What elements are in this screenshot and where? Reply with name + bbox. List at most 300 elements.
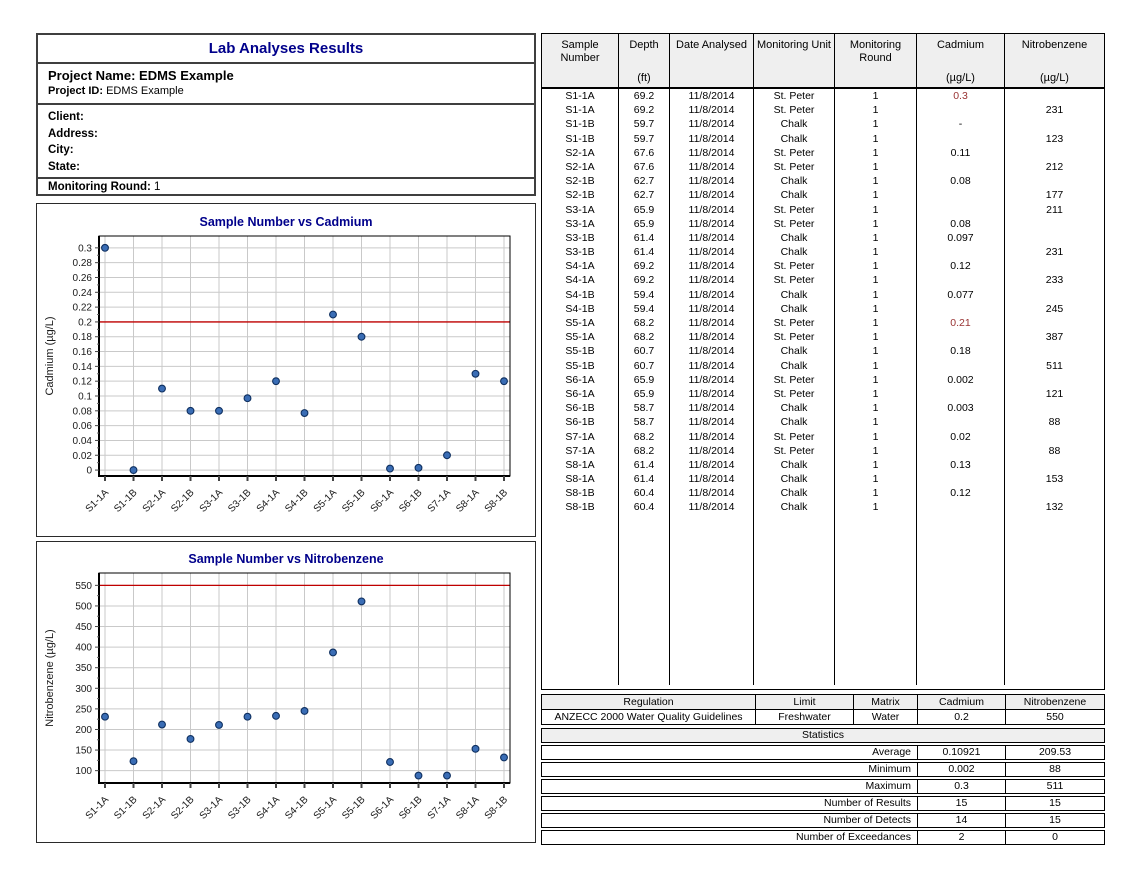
cadmium-cell bbox=[917, 444, 1005, 458]
monitoring-unit-cell: Chalk bbox=[754, 359, 835, 373]
data-point bbox=[358, 333, 365, 340]
svg-text:S4-1B: S4-1B bbox=[283, 794, 311, 822]
sample-number-cell: S6-1A bbox=[542, 373, 619, 387]
nitrobenzene-cell bbox=[1005, 117, 1104, 131]
monitoring-round-cell: 1 bbox=[835, 245, 917, 259]
depth-cell: 67.6 bbox=[619, 160, 670, 174]
svg-text:S2-1A: S2-1A bbox=[140, 794, 169, 822]
cadmium-cell bbox=[917, 188, 1005, 202]
depth-cell: 58.7 bbox=[619, 401, 670, 415]
svg-text:0.06: 0.06 bbox=[72, 421, 92, 433]
nitrobenzene-cell bbox=[1005, 486, 1104, 500]
svg-text:0: 0 bbox=[86, 465, 92, 477]
date-cell: 11/8/2014 bbox=[670, 103, 754, 117]
monitoring-unit-cell: St. Peter bbox=[754, 444, 835, 458]
sample-number-cell: S6-1A bbox=[542, 387, 619, 401]
svg-text:S4-1A: S4-1A bbox=[254, 487, 283, 515]
column-header-label: Date Analysed bbox=[676, 39, 747, 51]
contact-section bbox=[38, 105, 534, 179]
svg-text:S7-1A: S7-1A bbox=[425, 487, 454, 515]
monitoring-round-cell: 1 bbox=[835, 316, 917, 330]
table-row bbox=[542, 458, 1104, 472]
depth-cell: 58.7 bbox=[619, 415, 670, 429]
cadmium-cell bbox=[917, 273, 1005, 287]
table-row bbox=[542, 103, 1104, 117]
cadmium-scatter-chart bbox=[37, 204, 535, 536]
monitoring-unit-cell: Chalk bbox=[754, 174, 835, 188]
regulation-table-row bbox=[542, 710, 1104, 724]
svg-text:S8-1B: S8-1B bbox=[482, 794, 511, 822]
sample-number-cell: S1-1B bbox=[542, 117, 619, 131]
nitrobenzene-cell bbox=[1005, 344, 1104, 358]
sample-number-cell: S8-1B bbox=[542, 500, 619, 514]
regulation-table-header bbox=[542, 695, 1104, 710]
client-label: Client: bbox=[48, 111, 84, 123]
sample-number-cell: S2-1B bbox=[542, 174, 619, 188]
cadmium-cell: 0.21 bbox=[917, 316, 1005, 330]
date-cell: 11/8/2014 bbox=[670, 302, 754, 316]
statistic-cadmium-value: 0.10921 bbox=[918, 746, 1006, 759]
date-cell: 11/8/2014 bbox=[670, 89, 754, 103]
monitoring-round-cell: 1 bbox=[835, 217, 917, 231]
svg-text:400: 400 bbox=[75, 642, 92, 654]
monitoring-round-cell: 1 bbox=[835, 344, 917, 358]
city-label: City: bbox=[48, 144, 74, 156]
table-row bbox=[542, 132, 1104, 146]
depth-cell: 68.2 bbox=[619, 444, 670, 458]
data-point bbox=[415, 772, 422, 779]
cadmium-cell bbox=[917, 103, 1005, 117]
data-point bbox=[216, 407, 223, 414]
data-point bbox=[159, 721, 166, 728]
x-axis-labels bbox=[84, 476, 511, 515]
date-cell: 11/8/2014 bbox=[670, 387, 754, 401]
sample-number-cell: S5-1B bbox=[542, 344, 619, 358]
table-row bbox=[542, 174, 1104, 188]
column-header-unit: (µg/L) bbox=[946, 71, 975, 84]
date-cell: 11/8/2014 bbox=[670, 146, 754, 160]
monitoring-unit-cell: St. Peter bbox=[754, 203, 835, 217]
svg-text:0.14: 0.14 bbox=[72, 361, 92, 373]
depth-cell: 60.7 bbox=[619, 344, 670, 358]
report-title-bar bbox=[38, 35, 534, 64]
monitoring-unit-cell: St. Peter bbox=[754, 316, 835, 330]
cadmium-cell bbox=[917, 415, 1005, 429]
statistic-label: Number of Exceedances bbox=[542, 831, 918, 844]
report-title: Lab Analyses Results bbox=[208, 40, 364, 57]
cadmium-cell bbox=[917, 330, 1005, 344]
project-section bbox=[38, 64, 534, 105]
depth-cell: 60.7 bbox=[619, 359, 670, 373]
data-point bbox=[130, 467, 137, 474]
column-header bbox=[542, 34, 619, 87]
project-name-label: Project Name: bbox=[48, 68, 136, 83]
cadmium-cell: 0.003 bbox=[917, 401, 1005, 415]
statistic-label: Number of Results bbox=[542, 797, 918, 810]
statistics-row bbox=[541, 830, 1105, 845]
svg-text:S4-1A: S4-1A bbox=[254, 794, 283, 822]
svg-text:450: 450 bbox=[75, 622, 92, 634]
data-point bbox=[187, 736, 194, 743]
date-cell: 11/8/2014 bbox=[670, 203, 754, 217]
date-cell: 11/8/2014 bbox=[670, 373, 754, 387]
monitoring-round-cell: 1 bbox=[835, 188, 917, 202]
nitrobenzene-cell: 177 bbox=[1045, 189, 1064, 202]
table-row bbox=[542, 387, 1104, 401]
sample-number-cell: S4-1A bbox=[542, 259, 619, 273]
gridlines bbox=[99, 573, 510, 783]
depth-cell: 65.9 bbox=[619, 387, 670, 401]
statistic-nitrobenzene-value: 511 bbox=[1046, 780, 1064, 792]
nitrobenzene-cell bbox=[1005, 259, 1104, 273]
monitoring-round-label: Monitoring Round: bbox=[48, 181, 151, 193]
cadmium-cell: 0.077 bbox=[917, 288, 1005, 302]
monitoring-round-cell: 1 bbox=[835, 330, 917, 344]
table-row bbox=[542, 344, 1104, 358]
svg-text:0.28: 0.28 bbox=[72, 258, 92, 270]
date-cell: 11/8/2014 bbox=[670, 401, 754, 415]
svg-text:S1-1A: S1-1A bbox=[83, 794, 112, 822]
nitrobenzene-cell: 132 bbox=[1045, 501, 1064, 514]
svg-text:150: 150 bbox=[75, 745, 92, 757]
date-cell: 11/8/2014 bbox=[670, 273, 754, 287]
data-point bbox=[330, 649, 337, 656]
project-id-label: Project ID: bbox=[48, 85, 104, 97]
date-cell: 11/8/2014 bbox=[670, 415, 754, 429]
depth-cell: 65.9 bbox=[619, 203, 670, 217]
svg-text:S5-1A: S5-1A bbox=[311, 487, 340, 515]
data-point bbox=[159, 385, 166, 392]
date-cell: 11/8/2014 bbox=[670, 330, 754, 344]
data-point bbox=[301, 410, 308, 417]
regulation-table bbox=[541, 694, 1105, 725]
depth-cell: 59.7 bbox=[619, 117, 670, 131]
svg-text:350: 350 bbox=[75, 663, 92, 675]
nitrobenzene-cell: 88 bbox=[1048, 416, 1061, 429]
regulation-header-cell: Matrix bbox=[854, 695, 918, 709]
nitrobenzene-cell bbox=[1005, 288, 1104, 302]
regulation-header-cell: Regulation bbox=[542, 695, 756, 709]
state-label: State: bbox=[48, 160, 80, 173]
cadmium-cell bbox=[917, 203, 1005, 217]
nitrobenzene-cell: 212 bbox=[1045, 160, 1064, 173]
statistic-nitrobenzene-value: 88 bbox=[1049, 763, 1061, 775]
monitoring-unit-cell: Chalk bbox=[754, 245, 835, 259]
data-point bbox=[444, 772, 451, 779]
svg-text:S6-1A: S6-1A bbox=[368, 794, 397, 822]
svg-text:0.16: 0.16 bbox=[72, 347, 92, 359]
nitrobenzene-cell bbox=[1005, 373, 1104, 387]
date-cell: 11/8/2014 bbox=[670, 259, 754, 273]
depth-cell: 62.7 bbox=[619, 174, 670, 188]
column-header bbox=[670, 34, 754, 87]
sample-number-cell: S2-1A bbox=[542, 146, 619, 160]
cadmium-cell bbox=[917, 387, 1005, 401]
data-point bbox=[244, 713, 251, 720]
data-point bbox=[415, 464, 422, 471]
results-table-header bbox=[542, 34, 1104, 89]
statistics-row bbox=[541, 779, 1105, 794]
nitrobenzene-cell bbox=[1005, 458, 1104, 472]
column-header bbox=[835, 34, 917, 87]
svg-text:S3-1B: S3-1B bbox=[226, 487, 254, 515]
data-point bbox=[444, 452, 451, 459]
project-id-value: EDMS Example bbox=[106, 85, 184, 97]
svg-text:550: 550 bbox=[75, 580, 92, 592]
table-row bbox=[542, 259, 1104, 273]
statistic-label: Maximum bbox=[542, 780, 918, 793]
sample-number-cell: S3-1A bbox=[542, 203, 619, 217]
sample-number-cell: S6-1B bbox=[542, 415, 619, 429]
nitrobenzene-cell: 153 bbox=[1045, 473, 1064, 486]
monitoring-round-cell: 1 bbox=[835, 415, 917, 429]
depth-cell: 68.2 bbox=[619, 430, 670, 444]
column-header-unit: (µg/L) bbox=[1040, 71, 1069, 84]
svg-text:S3-1A: S3-1A bbox=[197, 794, 226, 822]
y-axis-ticks bbox=[73, 243, 99, 476]
svg-text:S6-1B: S6-1B bbox=[397, 487, 425, 515]
depth-cell: 69.2 bbox=[619, 273, 670, 287]
table-row bbox=[542, 217, 1104, 231]
date-cell: 11/8/2014 bbox=[670, 288, 754, 302]
table-row bbox=[542, 146, 1104, 160]
column-header-label: Monitoring Round bbox=[849, 39, 902, 64]
depth-cell: 61.4 bbox=[619, 458, 670, 472]
date-cell: 11/8/2014 bbox=[670, 132, 754, 146]
data-point bbox=[102, 244, 109, 251]
sample-number-cell: S7-1A bbox=[542, 444, 619, 458]
project-info-box bbox=[36, 33, 536, 196]
date-cell: 11/8/2014 bbox=[670, 500, 754, 514]
y-axis-ticks bbox=[75, 581, 99, 777]
data-point bbox=[472, 370, 479, 377]
nitrobenzene-cell bbox=[1005, 146, 1104, 160]
depth-cell: 62.7 bbox=[619, 188, 670, 202]
monitoring-unit-cell: Chalk bbox=[754, 401, 835, 415]
chart-title: Sample Number vs Nitrobenzene bbox=[188, 552, 384, 566]
table-row bbox=[542, 430, 1104, 444]
column-header-label: Nitrobenzene bbox=[1021, 39, 1088, 51]
monitoring-round-cell: 1 bbox=[835, 160, 917, 174]
svg-text:S1-1B: S1-1B bbox=[112, 794, 140, 822]
nitrobenzene-cell: 88 bbox=[1048, 444, 1061, 457]
date-cell: 11/8/2014 bbox=[670, 245, 754, 259]
sample-number-cell: S1-1A bbox=[542, 103, 619, 117]
monitoring-round-cell: 1 bbox=[835, 132, 917, 146]
results-table bbox=[541, 33, 1105, 690]
cadmium-cell bbox=[917, 245, 1005, 259]
data-point bbox=[273, 712, 280, 719]
sample-number-cell: S1-1B bbox=[542, 132, 619, 146]
results-table-body bbox=[542, 89, 1104, 515]
svg-text:0.12: 0.12 bbox=[72, 376, 92, 388]
monitoring-round-cell: 1 bbox=[835, 89, 917, 103]
data-point bbox=[130, 758, 137, 765]
empty-column bbox=[754, 515, 835, 685]
monitoring-round-cell: 1 bbox=[835, 486, 917, 500]
depth-cell: 60.4 bbox=[619, 486, 670, 500]
nitrobenzene-cell: 211 bbox=[1046, 203, 1063, 216]
monitoring-round-cell: 1 bbox=[835, 146, 917, 160]
svg-text:250: 250 bbox=[75, 704, 92, 716]
monitoring-unit-cell: Chalk bbox=[754, 117, 835, 131]
table-row bbox=[542, 486, 1104, 500]
chart-title: Sample Number vs Cadmium bbox=[199, 215, 373, 229]
statistic-cadmium-value: 0.002 bbox=[918, 763, 1006, 776]
nitrobenzene-cell: 231 bbox=[1045, 246, 1064, 259]
monitoring-unit-cell: Chalk bbox=[754, 472, 835, 486]
svg-text:0.22: 0.22 bbox=[72, 302, 92, 314]
monitoring-round-cell: 1 bbox=[835, 302, 917, 316]
data-point bbox=[330, 311, 337, 318]
statistic-nitrobenzene-value: 15 bbox=[1049, 814, 1061, 826]
y-axis-title: Cadmium (µg/L) bbox=[44, 316, 56, 396]
table-row bbox=[542, 444, 1104, 458]
nitrobenzene-cell bbox=[1005, 401, 1104, 415]
sample-number-cell: S3-1B bbox=[542, 231, 619, 245]
date-cell: 11/8/2014 bbox=[670, 217, 754, 231]
table-row bbox=[542, 203, 1104, 217]
monitoring-unit-cell: Chalk bbox=[754, 231, 835, 245]
regulation-header-cell: Limit bbox=[756, 695, 854, 709]
svg-text:0.04: 0.04 bbox=[72, 435, 92, 447]
depth-cell: 59.4 bbox=[619, 288, 670, 302]
depth-cell: 69.2 bbox=[619, 103, 670, 117]
statistics-table bbox=[541, 728, 1105, 845]
depth-cell: 65.9 bbox=[619, 373, 670, 387]
cadmium-cell: 0.12 bbox=[917, 259, 1005, 273]
nitrobenzene-cell: 121 bbox=[1045, 387, 1064, 400]
svg-text:S5-1A: S5-1A bbox=[311, 794, 340, 822]
cadmium-cell bbox=[917, 500, 1005, 514]
svg-text:S2-1B: S2-1B bbox=[169, 487, 197, 515]
column-header bbox=[619, 34, 670, 87]
monitoring-round-cell: 1 bbox=[835, 401, 917, 415]
column-header-unit: (ft) bbox=[637, 71, 651, 84]
statistic-cadmium-value: 2 bbox=[918, 831, 1006, 844]
monitoring-unit-cell: St. Peter bbox=[754, 146, 835, 160]
svg-text:0.24: 0.24 bbox=[72, 287, 92, 299]
cadmium-cell: 0.11 bbox=[917, 146, 1005, 160]
statistic-nitrobenzene-value: 209.53 bbox=[1038, 746, 1072, 758]
depth-cell: 67.6 bbox=[619, 146, 670, 160]
svg-text:0.3: 0.3 bbox=[78, 243, 92, 255]
monitoring-round-cell: 1 bbox=[835, 273, 917, 287]
cadmium-cell bbox=[917, 302, 1005, 316]
cadmium-cell: - bbox=[917, 117, 1005, 131]
sample-number-cell: S3-1A bbox=[542, 217, 619, 231]
svg-text:0.1: 0.1 bbox=[78, 391, 92, 403]
monitoring-unit-cell: St. Peter bbox=[754, 160, 835, 174]
cadmium-cell: 0.08 bbox=[917, 174, 1005, 188]
empty-column bbox=[670, 515, 754, 685]
cadmium-cell: 0.12 bbox=[917, 486, 1005, 500]
x-axis-labels bbox=[84, 783, 511, 822]
data-point bbox=[187, 407, 194, 414]
svg-text:S8-1A: S8-1A bbox=[454, 487, 482, 515]
nitrobenzene-cell bbox=[1005, 430, 1104, 444]
monitoring-round-cell: 1 bbox=[835, 288, 917, 302]
svg-text:S3-1A: S3-1A bbox=[197, 487, 226, 515]
depth-cell: 65.9 bbox=[619, 217, 670, 231]
nitrobenzene-cell bbox=[1005, 89, 1104, 103]
statistic-cadmium-value: 0.3 bbox=[918, 780, 1006, 793]
nitrobenzene-cell: 231 bbox=[1045, 104, 1064, 117]
sample-number-cell: S6-1B bbox=[542, 401, 619, 415]
monitoring-round-cell: 1 bbox=[835, 500, 917, 514]
svg-text:S4-1B: S4-1B bbox=[283, 487, 311, 515]
statistic-cadmium-value: 15 bbox=[918, 797, 1006, 810]
monitoring-round-section bbox=[38, 179, 534, 194]
svg-text:300: 300 bbox=[75, 683, 92, 695]
table-row bbox=[542, 472, 1104, 486]
nitrobenzene-cell: 245 bbox=[1045, 302, 1064, 315]
svg-text:S2-1A: S2-1A bbox=[140, 487, 169, 515]
monitoring-unit-cell: St. Peter bbox=[754, 330, 835, 344]
svg-text:500: 500 bbox=[75, 601, 92, 613]
data-point bbox=[273, 378, 280, 385]
sample-number-cell: S4-1B bbox=[542, 288, 619, 302]
empty-column bbox=[917, 515, 1005, 685]
table-row bbox=[542, 245, 1104, 259]
monitoring-round-cell: 1 bbox=[835, 203, 917, 217]
monitoring-unit-cell: St. Peter bbox=[754, 89, 835, 103]
regulation-header-cell: Nitrobenzene bbox=[1023, 696, 1087, 708]
date-cell: 11/8/2014 bbox=[670, 444, 754, 458]
empty-column bbox=[1005, 515, 1104, 685]
depth-cell: 69.2 bbox=[619, 89, 670, 103]
data-point bbox=[472, 745, 479, 752]
depth-cell: 61.4 bbox=[619, 231, 670, 245]
nitrobenzene-scatter-chart bbox=[37, 542, 535, 842]
sample-number-cell: S7-1A bbox=[542, 430, 619, 444]
monitoring-unit-cell: Chalk bbox=[754, 302, 835, 316]
sample-number-cell: S5-1A bbox=[542, 330, 619, 344]
monitoring-unit-cell: Chalk bbox=[754, 288, 835, 302]
monitoring-round-cell: 1 bbox=[835, 117, 917, 131]
table-row bbox=[542, 302, 1104, 316]
nitrobenzene-cell bbox=[1005, 231, 1104, 245]
results-table-empty-area bbox=[542, 515, 1104, 685]
svg-text:200: 200 bbox=[75, 724, 92, 736]
table-row bbox=[542, 401, 1104, 415]
cadmium-cell bbox=[917, 132, 1005, 146]
cadmium-cell bbox=[917, 160, 1005, 174]
monitoring-round-cell: 1 bbox=[835, 103, 917, 117]
data-point bbox=[216, 722, 223, 729]
cadmium-cell: 0.13 bbox=[917, 458, 1005, 472]
column-header bbox=[754, 34, 835, 87]
monitoring-round-cell: 1 bbox=[835, 458, 917, 472]
statistics-row bbox=[541, 813, 1105, 828]
statistic-cadmium-value: 14 bbox=[918, 814, 1006, 827]
svg-text:S1-1A: S1-1A bbox=[83, 487, 112, 515]
monitoring-unit-cell: St. Peter bbox=[754, 103, 835, 117]
date-cell: 11/8/2014 bbox=[670, 316, 754, 330]
monitoring-round-cell: 1 bbox=[835, 430, 917, 444]
statistic-label: Minimum bbox=[542, 763, 918, 776]
monitoring-round-cell: 1 bbox=[835, 231, 917, 245]
table-row bbox=[542, 288, 1104, 302]
cadmium-cell: 0.097 bbox=[917, 231, 1005, 245]
depth-cell: 68.2 bbox=[619, 316, 670, 330]
nitrobenzene-cell: 123 bbox=[1045, 132, 1064, 145]
monitoring-unit-cell: Chalk bbox=[754, 344, 835, 358]
date-cell: 11/8/2014 bbox=[670, 359, 754, 373]
depth-cell: 59.7 bbox=[619, 132, 670, 146]
sample-number-cell: S5-1A bbox=[542, 316, 619, 330]
table-row bbox=[542, 117, 1104, 131]
